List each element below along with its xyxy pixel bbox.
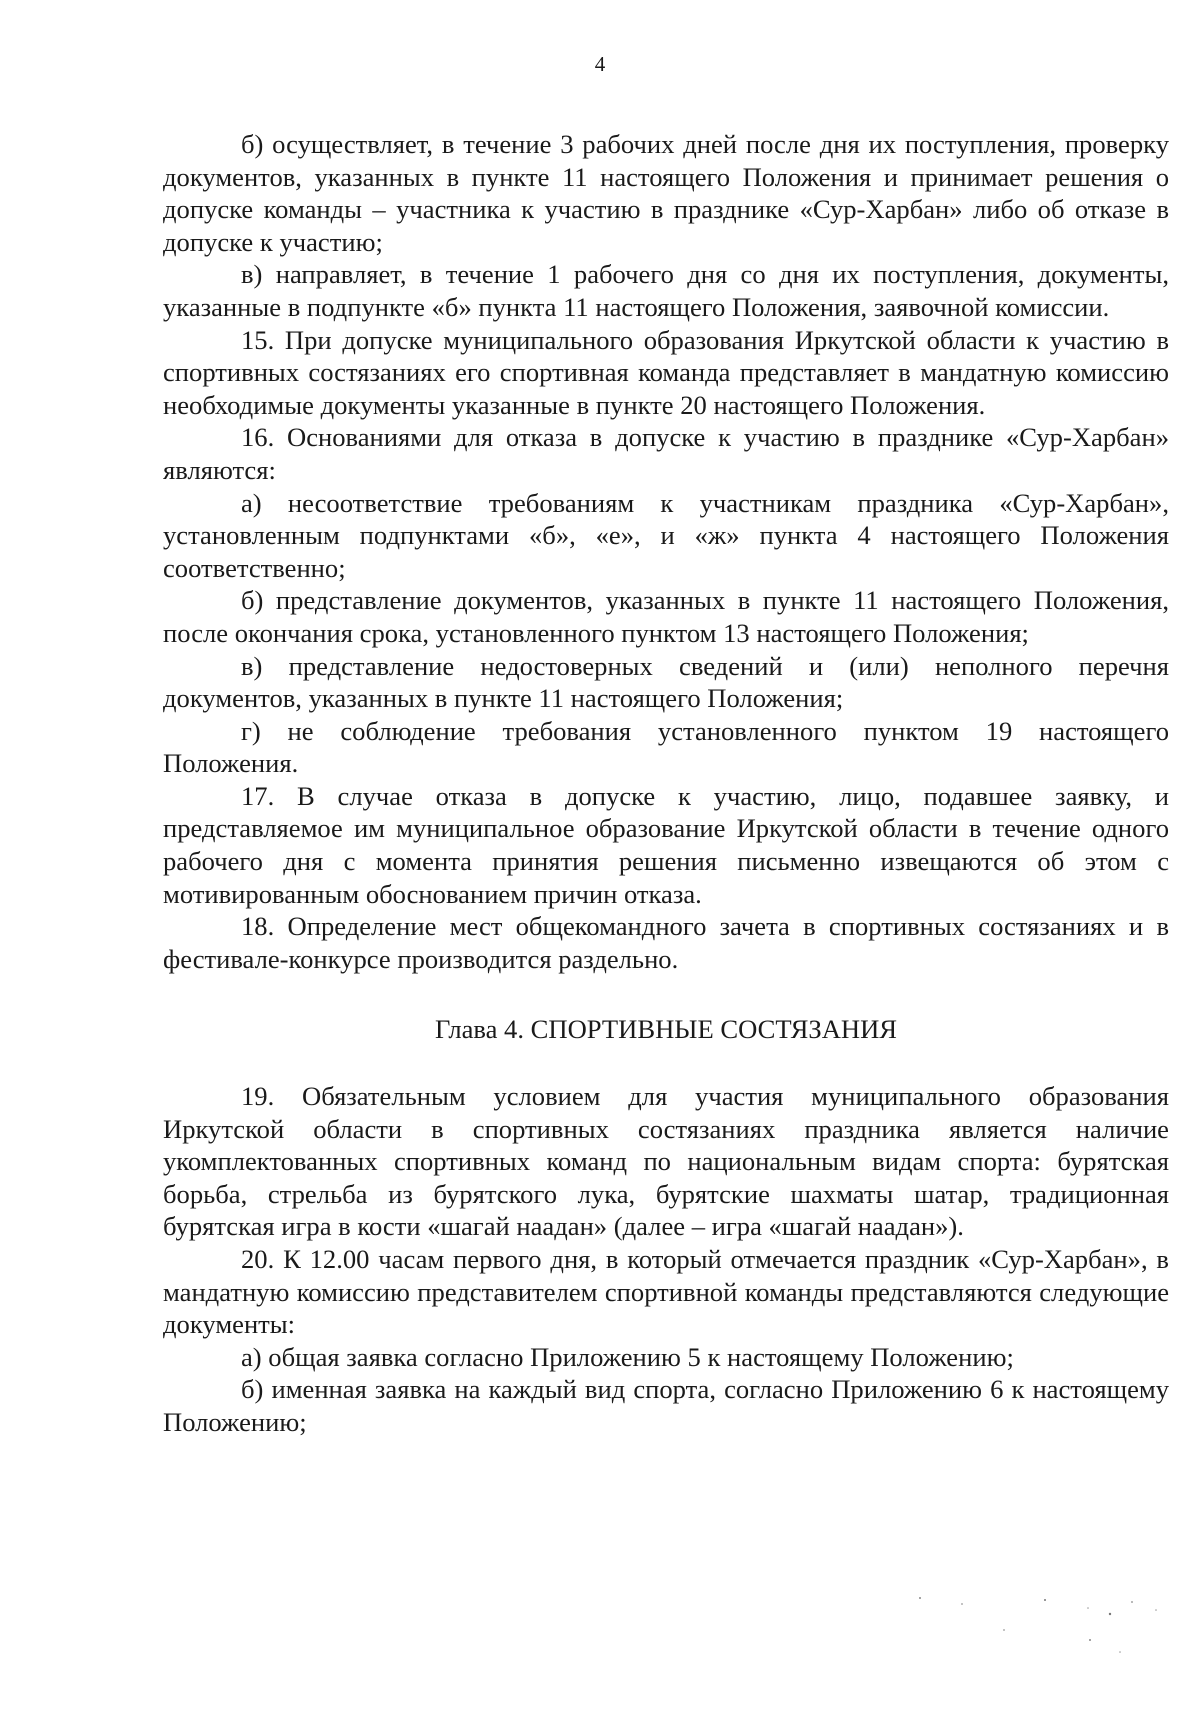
paragraph-16: 16. Основаниями для отказа в допуске к участию в празднике «Сур-Харбан» являются:: [163, 422, 1169, 485]
paragraph-15: 15. При допуске муниципального образования Иркутской области к участию в спортивных состязаниях его спортивная команда представляет в мандатную комиссию необходимые документы указанные в пункте 20 настоящего Положения.: [163, 324, 1169, 420]
paragraph-20: 20. К 12.00 часам первого дня, в который отмечается праздник «Сур-Харбан», в мандатную комиссию представителем спортивной команды представляются следующие документы:: [163, 1244, 1169, 1340]
paragraph-19: 19. Обязательным условием для участия муниципального образования Иркутской области в спортивных состязаниях праздника является наличие укомплектованных спортивных команд по национальным видам спорта: бурятская борьба, стрельба из бурятского лука, бурятские шахматы шатар, традиционная бурятская игра в кости «шагай наадан» (далее – игра «шагай наадан»).: [163, 1081, 1169, 1242]
paragraph-18: 18. Определение мест общекомандного зачета в спортивных состязаниях и в фестивале-конкурсе производится раздельно.: [163, 911, 1169, 974]
scan-noise-specks: [900, 1590, 1180, 1670]
paragraph-17: 17. В случае отказа в допуске к участию, лицо, подавшее заявку, и представляемое им муниципальное образование Иркутской области в течение одного рабочего дня с момента принятия решения письменно извещаются об этом с мотивированным обоснованием причин отказа.: [163, 780, 1169, 909]
paragraph-16a: а) несоответствие требованиям к участникам праздника «Сур-Харбан», установленным подпунктами «б», «е», и «ж» пункта 4 настоящего Положения соответственно;: [163, 487, 1169, 583]
paragraph-20b: б) именная заявка на каждый вид спорта, согласно Приложению 6 к настоящему Положению;: [163, 1374, 1169, 1437]
paragraph-16g: г) не соблюдение требования установленного пунктом 19 настоящего Положения.: [163, 715, 1169, 779]
document-body: [163, 128, 1169, 1439]
paragraph-20a: а) общая заявка согласно Приложению 5 к настоящему Положению;: [241, 1341, 1014, 1372]
paragraph-14b: б) осуществляет, в течение 3 рабочих дней после дня их поступления, проверку документов, указанных в пункте 11 настоящего Положения и принимает решения о допуске команды – участника к участию в празднике «Сур-Харбан» либо об отказе в допуске к участию;: [163, 129, 1169, 257]
paragraph-14v: в) направляет, в течение 1 рабочего дня со дня их поступления, документы, указанные в подпункте «б» пункта 11 настоящего Положения, заявочной комиссии.: [163, 259, 1169, 322]
paragraph-16b: б) представление документов, указанных в пункте 11 настоящего Положения, после окончания срока, установленного пунктом 13 настоящего Положения;: [163, 585, 1169, 648]
paragraph-16v: в) представление недостоверных сведений и (или) неполного перечня документов, указанных в пункте 11 настоящего Положения;: [163, 650, 1169, 714]
page-number: 4: [594, 52, 606, 76]
chapter-heading: Глава 4. СПОРТИВНЫЕ СОСТЯЗАНИЯ: [434, 1014, 898, 1045]
